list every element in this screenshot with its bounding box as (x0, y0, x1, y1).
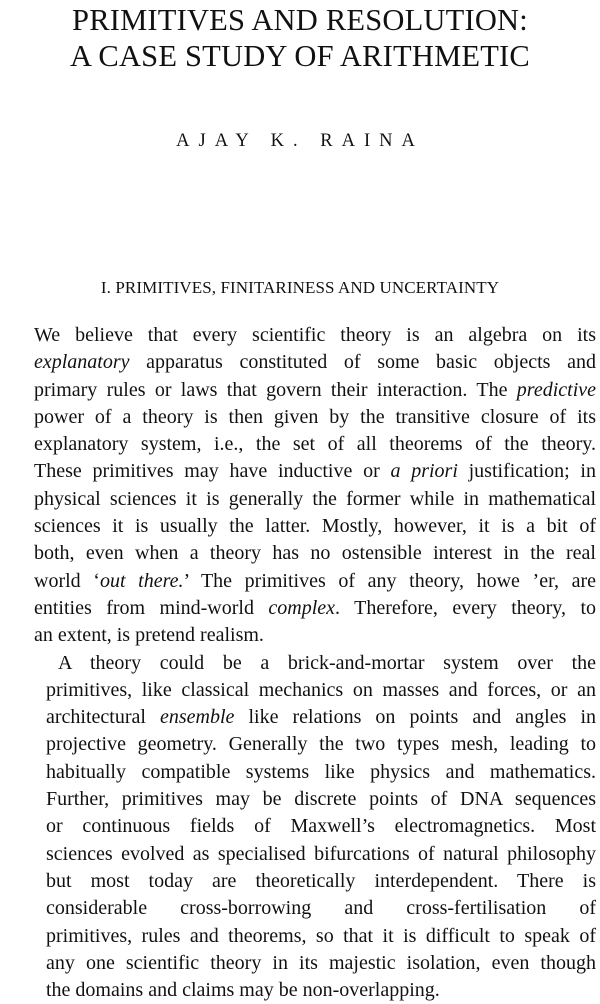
text-run: . Therefore, every theory, to (335, 596, 597, 619)
text-line (34, 377, 596, 404)
text-run: an extent, is pretend realism. (34, 624, 264, 647)
text-run: Further, primitives may be discrete points of DNA sequences (46, 788, 596, 811)
section-heading: I. PRIMITIVES, FINITARINESS AND UNCERTAINTY (100, 278, 500, 297)
italic-text: a priori (390, 460, 458, 483)
text-run: power of a theory is then given by the transitive closure of its (34, 405, 596, 428)
text-line (34, 759, 596, 786)
text-line (34, 813, 596, 840)
text-line (34, 404, 596, 431)
text-run: We believe that every scientific theory is an algebra on its (34, 324, 596, 346)
text-line (34, 486, 596, 513)
italic-text: out there. (99, 569, 184, 592)
paper-title-line-1: PRIMITIVES AND RESOLUTION: (72, 3, 528, 37)
text-run: primitives, like classical mechanics on masses and forces, or an (46, 678, 596, 701)
text-line (34, 704, 596, 731)
text-run: or continuous fields of Maxwell’s electromagnetics. Most (46, 815, 596, 838)
paragraph (34, 322, 596, 650)
text-run: physical sciences it is generally the former while in mathematical (34, 487, 596, 510)
text-run: any one scientific theory in its majestic isolation, even though (46, 951, 596, 974)
text-run: architectural (46, 706, 160, 729)
text-line (34, 622, 596, 649)
text-line (34, 513, 596, 540)
text-run: like relations on points and angles in (234, 706, 597, 729)
text-run: sciences it is usually the latter. Mostly, however, it is a bit of (34, 515, 596, 538)
text-run: apparatus constituted of some basic objects and (129, 351, 596, 374)
text-line (34, 431, 596, 458)
text-run: primary rules or laws that govern their interaction. The (34, 378, 517, 401)
text-line (34, 595, 596, 622)
text-run: justification; in (457, 460, 596, 483)
text-run: projective geometry. Generally the two types mesh, leading to (46, 733, 596, 756)
text-line (34, 540, 596, 567)
text-run: habitually compatible systems like physics and mathematics. (46, 760, 596, 783)
text-run: sciences evolved as specialised bifurcations of natural philosophy (46, 842, 596, 865)
italic-text: explanatory (34, 351, 130, 374)
text-run: A theory could be a brick-and-mortar system over the (58, 651, 596, 674)
text-line (34, 349, 596, 376)
text-run: ’ The primitives of any theory, howe ’er, are (183, 569, 596, 592)
text-line (34, 322, 596, 349)
paper-title-line-2: A CASE STUDY OF ARITHMETIC (70, 39, 530, 73)
italic-text: predictive (516, 378, 596, 401)
text-line (34, 977, 596, 1004)
text-run: but most today are theoretically interdependent. There is (46, 869, 596, 892)
text-run: world ‘ (34, 569, 100, 592)
text-run: considerable cross-borrowing and cross-fertilisation of (46, 897, 596, 920)
text-line (34, 568, 596, 595)
text-line (34, 458, 596, 485)
text-run: explanatory system, i.e., the set of all theorems of the theory. (34, 433, 596, 456)
italic-text: ensemble (159, 706, 235, 729)
text-line (34, 868, 596, 895)
text-run: These primitives may have inductive or (34, 460, 391, 483)
text-line (34, 650, 596, 677)
text-line (34, 923, 596, 950)
paper-title (0, 2, 600, 74)
text-line (34, 731, 596, 758)
text-line (34, 786, 596, 813)
text-run: entities from mind-world (34, 596, 269, 619)
text-line (34, 677, 596, 704)
text-run: both, even when a theory has no ostensible interest in the real (34, 542, 596, 565)
text-run: the domains and claims may be non-overlapping. (46, 979, 440, 1002)
text-line (34, 950, 596, 977)
paragraph (34, 650, 596, 1004)
body-text (34, 322, 596, 1004)
text-line (34, 895, 596, 922)
author-name: AJAY K. RAINA (176, 131, 424, 151)
text-line (34, 841, 596, 868)
italic-text: complex (268, 596, 336, 619)
text-run: primitives, rules and theorems, so that it is difficult to speak of (46, 924, 596, 947)
